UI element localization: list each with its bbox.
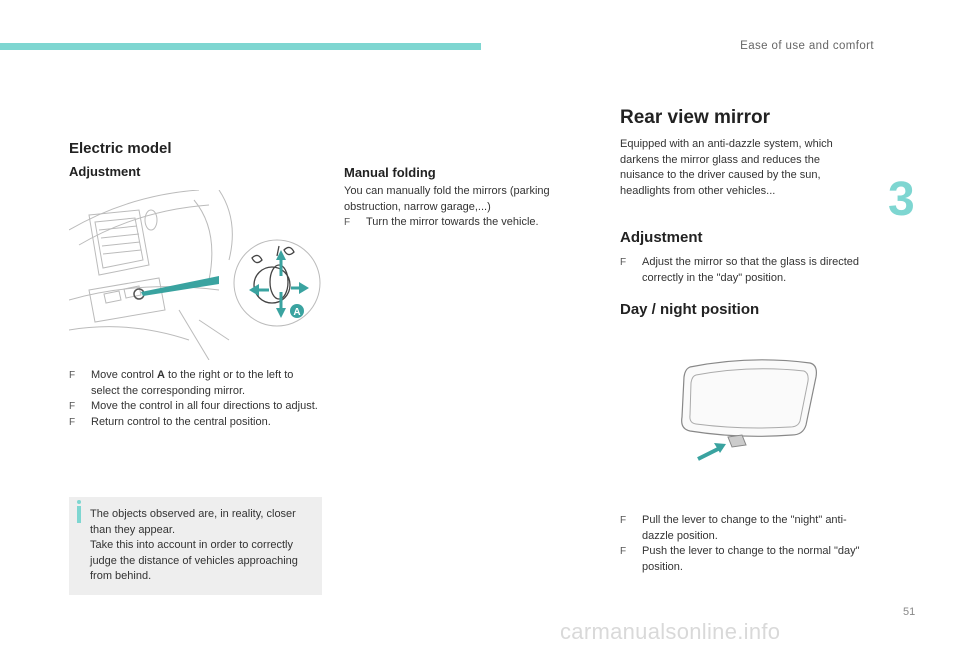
list-item: F Move the control in all four directions to adjust. [69,399,319,415]
page-number: 51 [903,606,916,618]
watermark: carmanualsonline.info [560,619,781,644]
list-item: F Push the lever to change to the normal "day" position. [620,544,865,575]
rear-view-mirror-illustration [670,355,830,465]
info-icon [77,506,81,523]
rear-view-mirror-intro: Equipped with an anti-dazzle system, which darkens the mirror glass and reduces the nuisance to the driver caused by the sun, headlights from other vehicles... [620,138,833,197]
list-item: F Adjust the mirror so that the glass is directed correctly in the "day" position. [620,255,860,286]
manual-folding-text: You can manually fold the mirrors (parking obstruction, narrow garage,...) [344,185,550,213]
electric-model-heading: Electric model [69,140,172,157]
mirror-control-illustration [69,190,322,360]
list-item: F Pull the lever to change to the "night" anti-dazzle position. [620,513,865,544]
adjustment-heading-left: Adjustment [69,164,141,179]
day-night-bullet-list [620,513,865,575]
info-note-box [69,497,322,595]
adjustment-heading-right: Adjustment [620,229,703,246]
chapter-number: 3 [888,173,915,226]
header-accent-bar [0,43,481,50]
manual-folding-heading: Manual folding [344,165,436,180]
list-item: F Move control A to the right or to the left to select the corresponding mirror. [69,368,319,399]
rear-view-mirror-heading: Rear view mirror [620,107,770,128]
list-item: F Turn the mirror towards the vehicle. [344,215,579,231]
section-title: Ease of use and comfort [740,40,874,52]
middle-bullet-list [344,215,579,231]
day-night-heading: Day / night position [620,301,760,318]
left-bullet-list [69,368,319,430]
list-item: F Return control to the central position. [69,415,319,431]
info-note-text: The objects observed are, in reality, closer than they appear. Take this into account in order to correctly judge the distance of vehicles approaching from behind. [90,508,298,582]
figure-label-a: A [293,307,301,318]
adjustment-bullet-list [620,255,860,286]
